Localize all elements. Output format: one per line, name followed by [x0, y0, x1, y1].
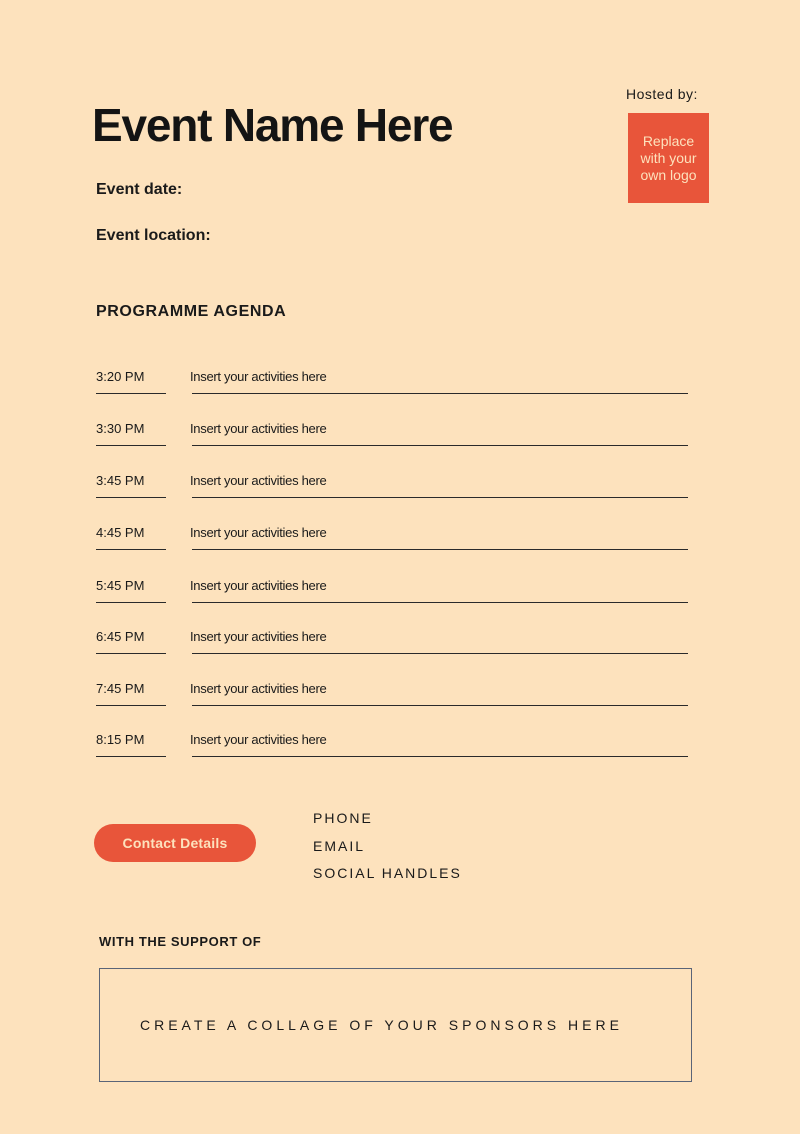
agenda-time: 3:45 PM: [96, 473, 145, 488]
activity-underline: [192, 445, 688, 446]
agenda-activity: Insert your activities here: [190, 421, 327, 436]
event-location-label: Event location:: [96, 227, 211, 244]
agenda-row: [0, 421, 800, 473]
time-underline: [96, 756, 166, 757]
support-heading: WITH THE SUPPORT OF: [99, 934, 262, 949]
activity-underline: [192, 393, 688, 394]
activity-underline: [192, 756, 688, 757]
agenda-row: [0, 473, 800, 525]
agenda-heading: PROGRAMME AGENDA: [96, 303, 287, 320]
agenda-activity: Insert your activities here: [190, 525, 327, 540]
activity-underline: [192, 705, 688, 706]
agenda-row: [0, 578, 800, 630]
time-underline: [96, 549, 166, 550]
agenda-activity: Insert your activities here: [190, 473, 327, 488]
time-underline: [96, 497, 166, 498]
sponsor-collage-box: [99, 968, 692, 1082]
time-underline: [96, 705, 166, 706]
time-underline: [96, 602, 166, 603]
agenda-time: 7:45 PM: [96, 681, 145, 696]
activity-underline: [192, 549, 688, 550]
agenda-row: [0, 732, 800, 784]
agenda-activity: Insert your activities here: [190, 369, 327, 384]
agenda-time: 3:20 PM: [96, 369, 145, 384]
activity-underline: [192, 497, 688, 498]
time-underline: [96, 393, 166, 394]
agenda-row: [0, 629, 800, 681]
agenda-activity: Insert your activities here: [190, 732, 327, 747]
contact-phone: PHONE: [313, 810, 373, 826]
agenda-time: 8:15 PM: [96, 732, 145, 747]
agenda-time: 6:45 PM: [96, 629, 145, 644]
agenda-row: [0, 681, 800, 733]
agenda-activity: Insert your activities here: [190, 578, 327, 593]
sponsor-placeholder-text: CREATE A COLLAGE OF YOUR SPONSORS HERE: [140, 1017, 623, 1033]
agenda-row: [0, 525, 800, 577]
agenda-time: 3:30 PM: [96, 421, 145, 436]
agenda-time: 5:45 PM: [96, 578, 145, 593]
agenda-activity: Insert your activities here: [190, 681, 327, 696]
event-title: Event Name Here: [92, 99, 453, 151]
activity-underline: [192, 653, 688, 654]
contact-social-handles: SOCIAL HANDLES: [313, 865, 462, 881]
agenda-activity: Insert your activities here: [190, 629, 327, 644]
agenda-time: 4:45 PM: [96, 525, 145, 540]
time-underline: [96, 653, 166, 654]
contact-details-button[interactable]: Contact Details: [94, 824, 256, 862]
event-date-label: Event date:: [96, 181, 183, 198]
hosted-by-label: Hosted by:: [626, 86, 698, 102]
contact-email: EMAIL: [313, 838, 366, 854]
logo-placeholder-text: Replace with your own logo: [640, 132, 697, 183]
agenda-row: [0, 369, 800, 421]
activity-underline: [192, 602, 688, 603]
time-underline: [96, 445, 166, 446]
